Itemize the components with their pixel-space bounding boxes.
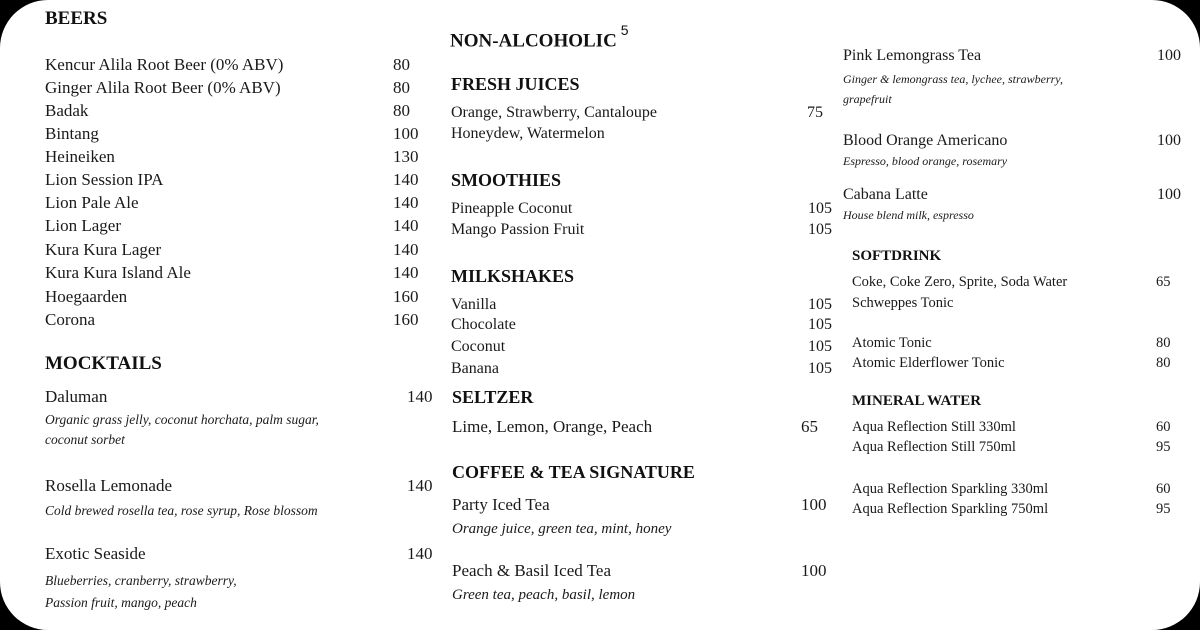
section-title-coffee-tea: COFFEE & TEA SIGNATURE [452, 462, 695, 482]
menu-item-name: Orange, Strawberry, Cantaloupe [451, 104, 657, 121]
menu-item-name: Honeydew, Watermelon [451, 125, 605, 142]
section-title-non-alcoholic [450, 22, 629, 52]
menu-item-name: Aqua Reflection Sparkling 330ml [852, 481, 1049, 497]
menu-item-price: 100 [801, 561, 827, 580]
menu-item-name: Peach & Basil Iced Tea [452, 561, 611, 580]
menu-item-name: Atomic Tonic [852, 335, 932, 351]
menu-item-name: Party Iced Tea [452, 495, 550, 514]
menu-item-name: Ginger Alila Root Beer (0% ABV) [45, 78, 281, 97]
menu-item-name: Corona [45, 310, 96, 329]
menu-item-name: Chocolate [451, 316, 516, 333]
menu-item-name: Aqua Reflection Still 330ml [852, 419, 1016, 435]
menu-item-price: 105 [808, 360, 832, 377]
menu-item-name: Pineapple Coconut [451, 200, 573, 217]
menu-item-name: Aqua Reflection Still 750ml [852, 439, 1016, 455]
section-title-mineral-water: MINERAL WATER [852, 393, 982, 409]
section-title-softdrink: SOFTDRINK [852, 248, 942, 264]
menu-item-name: Rosella Lemonade [45, 476, 172, 495]
menu-item-name: Schweppes Tonic [852, 295, 954, 311]
menu-item-name: Banana [451, 360, 499, 377]
menu-item-name: Lime, Lemon, Orange, Peach [452, 417, 653, 436]
menu-item-name: Blood Orange Americano [843, 132, 1008, 149]
menu-item-price: 105 [808, 296, 832, 313]
menu-item-price: 105 [808, 338, 832, 355]
menu-item-price: 80 [393, 55, 410, 74]
menu-item-name: Coke, Coke Zero, Sprite, Soda Water [852, 274, 1068, 290]
menu-item-price: 140 [393, 170, 419, 189]
menu-item-price: 65 [801, 417, 818, 436]
menu-item-price: 140 [393, 193, 419, 212]
menu-item-price: 140 [407, 387, 433, 406]
page-number: 5 [620, 22, 629, 38]
menu-item-name: Lion Pale Ale [45, 193, 139, 212]
menu-item-price: 160 [393, 287, 419, 306]
section-title-beers: BEERS [45, 8, 108, 29]
menu-item-description: Espresso, blood orange, rosemary [843, 154, 1008, 168]
menu-item-price: 80 [1156, 335, 1171, 351]
menu-item-price: 140 [393, 216, 419, 235]
menu-item-price: 105 [808, 316, 832, 333]
menu-item-name: Kura Kura Island Ale [45, 263, 191, 282]
section-title-milkshakes: MILKSHAKES [451, 266, 575, 286]
menu-item-description: Ginger & lemongrass tea, lychee, strawberry, [843, 72, 1063, 86]
section-title-seltzer: SELTZER [452, 387, 534, 407]
menu-item-price: 140 [407, 544, 433, 563]
menu-item-name: Bintang [45, 124, 99, 143]
menu-item-price: 65 [1156, 274, 1171, 290]
menu-item-description: Orange juice, green tea, mint, honey [452, 521, 672, 537]
menu-item-price: 105 [808, 221, 832, 238]
non-alcoholic-title: NON-ALCOHOLIC [450, 30, 617, 52]
menu-item-name: Mango Passion Fruit [451, 221, 585, 238]
menu-item-name: Lion Session IPA [45, 170, 164, 189]
menu-item-price: 100 [1157, 132, 1181, 149]
menu-item-description: grapefruit [843, 92, 892, 106]
menu-item-price: 95 [1156, 439, 1171, 455]
menu-item-name: Kencur Alila Root Beer (0% ABV) [45, 55, 284, 74]
menu-item-name: Lion Lager [45, 216, 121, 235]
menu-item-name: Vanilla [451, 296, 497, 313]
menu-item-name: Aqua Reflection Sparkling 750ml [852, 501, 1049, 517]
menu-item-name: Badak [45, 101, 89, 120]
menu-item-price: 100 [393, 124, 419, 143]
menu-item-description: Blueberries, cranberry, strawberry, [45, 573, 237, 588]
menu-item-name: Hoegaarden [45, 287, 128, 306]
menu-item-description: Organic grass jelly, coconut horchata, palm sugar, [45, 412, 319, 427]
menu-item-price: 100 [1157, 47, 1181, 64]
menu-item-description: House blend milk, espresso [843, 208, 974, 222]
menu-item-price: 80 [1156, 355, 1171, 371]
menu-item-price: 140 [393, 240, 419, 259]
menu-item-price: 80 [393, 78, 410, 97]
menu-item-price: 100 [801, 495, 827, 514]
menu-item-price: 140 [407, 476, 433, 495]
menu-item-name: Cabana Latte [843, 186, 928, 203]
menu-item-price: 60 [1156, 419, 1171, 435]
menu-item-price: 105 [808, 200, 832, 217]
menu-item-name: Atomic Elderflower Tonic [852, 355, 1005, 371]
menu-item-price: 60 [1156, 481, 1171, 497]
menu-item-price: 130 [393, 147, 419, 166]
menu-item-price: 95 [1156, 501, 1171, 517]
section-title-fresh-juices: FRESH JUICES [451, 74, 580, 94]
menu-item-description: Green tea, peach, basil, lemon [452, 587, 636, 603]
menu-item-name: Kura Kura Lager [45, 240, 162, 259]
menu-item-description: coconut sorbet [45, 432, 125, 447]
menu-item-description: Passion fruit, mango, peach [45, 595, 197, 610]
menu-item-price: 160 [393, 310, 419, 329]
menu-item-price: 80 [393, 101, 410, 120]
section-title-smoothies: SMOOTHIES [451, 170, 562, 190]
menu-item-description: Cold brewed rosella tea, rose syrup, Rose blossom [45, 503, 318, 518]
menu-item-name: Daluman [45, 387, 108, 406]
menu-item-name: Heineiken [45, 147, 115, 166]
section-title-mocktails: MOCKTAILS [45, 353, 162, 374]
menu-item-price: 75 [807, 104, 823, 121]
menu-item-name: Coconut [451, 338, 506, 355]
menu-item-price: 140 [393, 263, 419, 282]
menu-item-price: 100 [1157, 186, 1181, 203]
menu-item-name: Pink Lemongrass Tea [843, 47, 982, 64]
menu-item-name: Exotic Seaside [45, 544, 146, 563]
